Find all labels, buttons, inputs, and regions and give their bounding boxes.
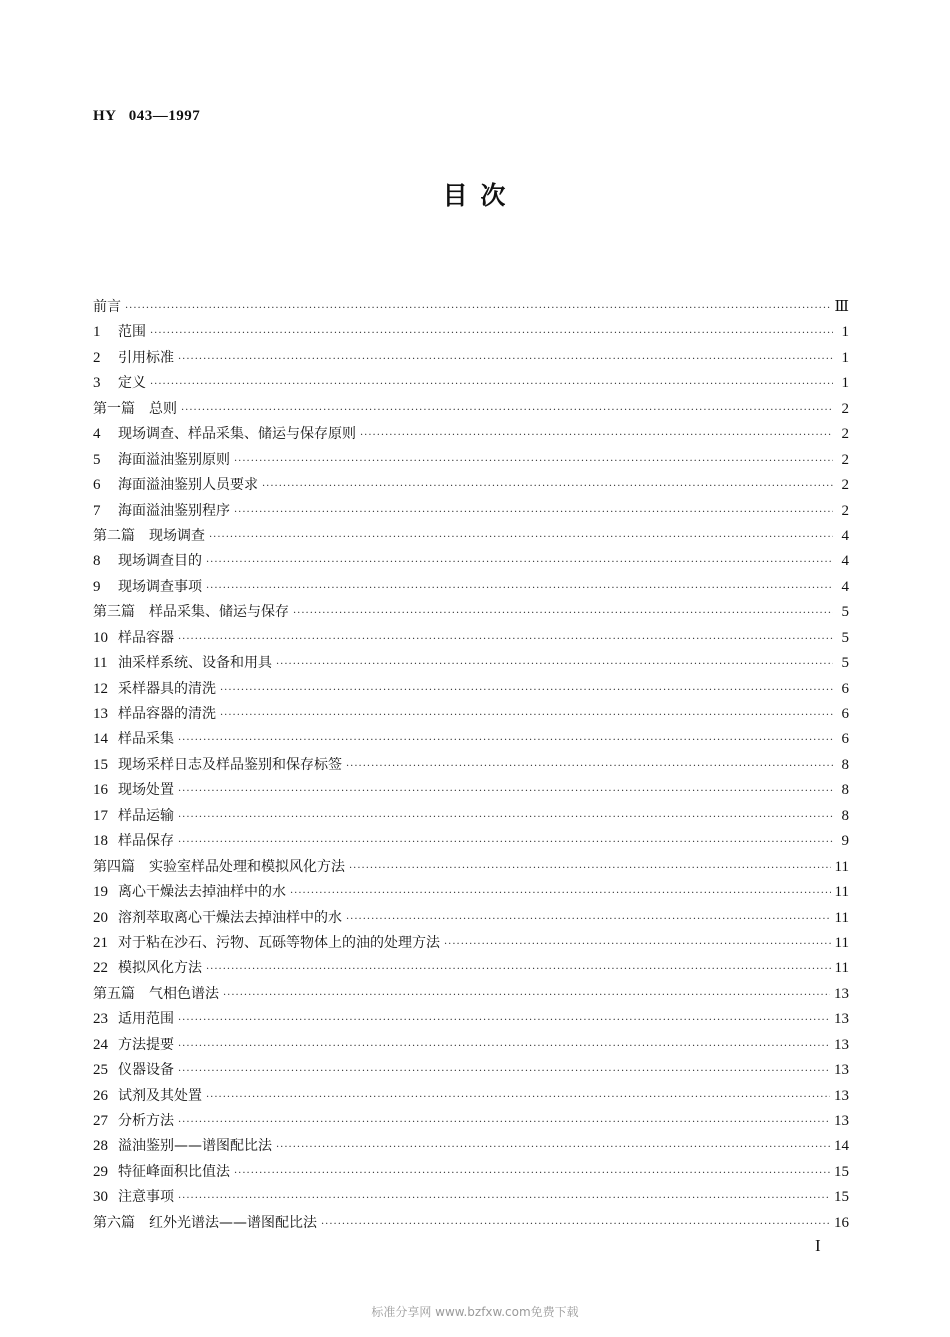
toc-entry-label: 模拟风化方法 — [118, 960, 202, 977]
toc-entry-number: 13 — [93, 706, 108, 722]
toc-entry-page: 16 — [834, 1214, 849, 1231]
toc-dot-leader — [262, 474, 833, 499]
toc-entry-number: 29 — [93, 1163, 108, 1180]
toc-entry[interactable] — [93, 753, 849, 778]
toc-entry[interactable] — [93, 1134, 849, 1159]
toc-dot-leader — [290, 881, 831, 906]
toc-entry-page: 2 — [841, 451, 849, 468]
toc-entry-label: 第六篇 红外光谱法——谱图配比法 — [93, 1214, 317, 1231]
toc-entry[interactable] — [93, 422, 849, 447]
toc-entry[interactable] — [93, 473, 849, 498]
toc-entry[interactable] — [93, 549, 849, 574]
toc-entry[interactable] — [93, 677, 849, 702]
toc-entry-page: 1 — [841, 324, 849, 341]
toc-entry-page: Ⅲ — [834, 299, 849, 315]
toc-entry-page: 2 — [841, 477, 849, 494]
toc-entry-number: 9 — [93, 578, 101, 595]
toc-dot-leader — [178, 1034, 830, 1059]
toc-entry-number: 11 — [93, 655, 108, 672]
toc-entry-number: 25 — [93, 1062, 108, 1079]
toc-entry[interactable] — [93, 982, 849, 1007]
toc-dot-leader — [346, 754, 833, 779]
toc-dot-leader — [223, 983, 830, 1008]
toc-entry-label: 海面溢油鉴别人员要求 — [118, 477, 258, 494]
toc-entry[interactable] — [93, 1211, 849, 1236]
toc-dot-leader — [178, 1110, 830, 1135]
toc-entry-number: 30 — [93, 1189, 108, 1206]
toc-entry-number: 10 — [93, 629, 108, 646]
toc-entry-label: 现场调查目的 — [118, 553, 202, 570]
toc-entry-page: 1 — [841, 375, 849, 392]
toc-entry-label: 对于粘在沙石、污物、瓦砾等物体上的油的处理方法 — [118, 934, 440, 951]
toc-entry[interactable] — [93, 1109, 849, 1134]
toc-entry-page: 4 — [841, 578, 849, 595]
toc-entry[interactable] — [93, 1084, 849, 1109]
toc-entry-page: 11 — [834, 960, 849, 977]
toc-entry-label: 第一篇 总则 — [93, 400, 177, 417]
toc-entry-label: 现场调查事项 — [118, 578, 202, 595]
toc-dot-leader — [444, 932, 831, 957]
toc-entry-label: 方法提要 — [118, 1036, 174, 1053]
toc-entry-page: 11 — [834, 909, 849, 926]
toc-entry-label: 样品采集 — [118, 731, 174, 748]
toc-entry-page: 8 — [841, 782, 849, 799]
toc-entry-label: 海面溢油鉴别原则 — [118, 451, 230, 468]
toc-entry-number: 20 — [93, 909, 108, 926]
toc-entry-page: 1 — [841, 349, 849, 366]
toc-entry-page: 13 — [834, 1062, 849, 1079]
toc-entry-number: 14 — [93, 731, 108, 748]
toc-entry[interactable] — [93, 829, 849, 854]
toc-entry[interactable] — [93, 931, 849, 956]
toc-entry-number: 16 — [93, 782, 108, 799]
toc-dot-leader — [276, 1135, 830, 1160]
toc-entry-page: 4 — [841, 527, 849, 544]
toc-entry-number: 12 — [93, 680, 108, 697]
toc-entry-page: 9 — [841, 833, 849, 850]
toc-entry-label: 样品容器的清洗 — [118, 706, 216, 722]
toc-entry[interactable] — [93, 956, 849, 981]
page-number: I — [815, 1236, 821, 1255]
toc-entry-page: 5 — [841, 655, 849, 672]
toc-entry-page: 2 — [841, 400, 849, 417]
toc-entry-page: 5 — [841, 604, 849, 621]
toc-entry-page: 13 — [834, 985, 849, 1002]
table-of-contents — [93, 295, 849, 1236]
toc-entry-label: 离心干燥法去掉油样中的水 — [118, 884, 286, 901]
toc-entry-number: 1 — [93, 324, 101, 341]
toc-dot-leader — [321, 1212, 830, 1237]
toc-entry-number: 23 — [93, 1011, 108, 1028]
toc-dot-leader — [209, 525, 833, 550]
toc-dot-leader — [206, 1085, 830, 1110]
toc-entry-label: 第二篇 现场调查 — [93, 527, 205, 544]
toc-entry-number: 2 — [93, 349, 101, 366]
toc-dot-leader — [181, 398, 833, 423]
toc-entry-label: 海面溢油鉴别程序 — [118, 502, 230, 519]
standard-code: HY 043—1997 — [93, 108, 201, 124]
toc-entry-number: 28 — [93, 1138, 108, 1155]
toc-entry-label: 样品保存 — [118, 833, 174, 850]
toc-entry-page: 6 — [841, 706, 849, 722]
toc-entry[interactable] — [93, 1185, 849, 1210]
toc-dot-leader — [178, 347, 833, 372]
toc-entry-label: 试剂及其处置 — [118, 1087, 202, 1104]
toc-entry-number: 21 — [93, 934, 108, 951]
toc-entry-page: 4 — [841, 553, 849, 570]
toc-entry-label: 样品运输 — [118, 807, 174, 824]
toc-dot-leader — [293, 601, 833, 626]
toc-entry-page: 2 — [841, 426, 849, 443]
toc-entry[interactable] — [93, 346, 849, 371]
toc-entry[interactable] — [93, 320, 849, 345]
toc-entry[interactable] — [93, 855, 849, 880]
toc-entry[interactable] — [93, 575, 849, 600]
page-title: 目 次 — [442, 181, 508, 210]
toc-entry-page: 11 — [834, 934, 849, 951]
toc-dot-leader — [234, 449, 833, 474]
toc-dot-leader — [125, 296, 831, 321]
toc-entry[interactable] — [93, 295, 849, 320]
toc-entry[interactable] — [93, 1033, 849, 1058]
toc-entry-label: 样品容器 — [118, 629, 174, 646]
toc-entry-number: 22 — [93, 960, 108, 977]
toc-entry[interactable] — [93, 906, 849, 931]
toc-entry-label: 特征峰面积比值法 — [118, 1163, 230, 1180]
toc-entry-page: 5 — [841, 629, 849, 646]
toc-entry-label: 油采样系统、设备和用具 — [118, 655, 272, 672]
toc-entry-number: 8 — [93, 553, 101, 570]
toc-entry-page: 8 — [841, 807, 849, 824]
toc-dot-leader — [276, 652, 833, 677]
toc-entry-page: 6 — [841, 731, 849, 748]
toc-entry-number: 15 — [93, 756, 108, 773]
toc-dot-leader — [178, 1186, 830, 1211]
toc-entry-page: 13 — [834, 1087, 849, 1104]
toc-dot-leader — [346, 907, 831, 932]
toc-dot-leader — [150, 372, 833, 397]
toc-entry-number: 7 — [93, 502, 101, 519]
toc-dot-leader — [360, 423, 833, 448]
toc-entry[interactable] — [93, 778, 849, 803]
toc-entry-label: 前言 — [93, 299, 121, 315]
toc-entry-number: 4 — [93, 426, 101, 443]
toc-dot-leader — [178, 1059, 830, 1084]
toc-entry-page: 13 — [834, 1011, 849, 1028]
toc-entry-number: 3 — [93, 375, 101, 392]
toc-dot-leader — [349, 856, 831, 881]
toc-entry-number: 6 — [93, 477, 101, 494]
toc-entry[interactable] — [93, 651, 849, 676]
toc-entry-label: 现场调查、样品采集、储运与保存原则 — [118, 426, 356, 443]
toc-dot-leader — [178, 627, 833, 652]
toc-entry[interactable] — [93, 880, 849, 905]
toc-entry-number: 18 — [93, 833, 108, 850]
toc-entry[interactable] — [93, 1058, 849, 1083]
toc-entry-page: 6 — [841, 680, 849, 697]
toc-dot-leader — [178, 728, 833, 753]
toc-dot-leader — [220, 678, 833, 703]
toc-entry-page: 15 — [834, 1163, 849, 1180]
toc-entry[interactable] — [93, 1160, 849, 1185]
toc-entry-page: 11 — [834, 884, 849, 901]
toc-entry[interactable] — [93, 727, 849, 752]
toc-entry[interactable] — [93, 1007, 849, 1032]
toc-entry-page: 14 — [834, 1138, 849, 1155]
footer-watermark: 标准分享网 www.bzfxw.com免费下载 — [371, 1305, 579, 1319]
toc-entry[interactable] — [93, 804, 849, 829]
toc-entry-number: 19 — [93, 884, 108, 901]
toc-entry-label: 仪器设备 — [118, 1062, 174, 1079]
toc-entry-label: 引用标准 — [118, 349, 174, 366]
toc-entry-page: 15 — [834, 1189, 849, 1206]
toc-dot-leader — [234, 1161, 830, 1186]
toc-dot-leader — [150, 321, 833, 346]
toc-entry[interactable] — [93, 524, 849, 549]
toc-entry[interactable] — [93, 448, 849, 473]
toc-entry-label: 溢油鉴别——谱图配比法 — [118, 1138, 272, 1155]
toc-dot-leader — [234, 500, 833, 525]
toc-entry[interactable] — [93, 626, 849, 651]
toc-entry-page: 11 — [834, 858, 849, 875]
toc-entry-number: 26 — [93, 1087, 108, 1104]
toc-entry-label: 定义 — [118, 375, 146, 392]
toc-dot-leader — [178, 805, 833, 830]
toc-entry-label: 第三篇 样品采集、储运与保存 — [93, 604, 289, 621]
toc-dot-leader — [220, 703, 833, 728]
toc-entry[interactable] — [93, 600, 849, 625]
toc-entry-label: 第五篇 气相色谱法 — [93, 985, 219, 1002]
toc-entry-label: 适用范围 — [118, 1011, 174, 1028]
toc-entry-page: 2 — [841, 502, 849, 519]
toc-entry-label: 现场处置 — [118, 782, 174, 799]
toc-entry[interactable] — [93, 371, 849, 396]
toc-dot-leader — [178, 779, 833, 804]
toc-entry-number: 5 — [93, 451, 101, 468]
toc-entry-number: 27 — [93, 1113, 108, 1129]
toc-entry[interactable] — [93, 499, 849, 524]
toc-entry-number: 24 — [93, 1036, 108, 1053]
toc-entry-label: 注意事项 — [118, 1189, 174, 1206]
toc-entry-label: 分析方法 — [118, 1113, 174, 1129]
toc-dot-leader — [178, 1008, 830, 1033]
toc-entry[interactable] — [93, 702, 849, 727]
toc-dot-leader — [178, 830, 833, 855]
toc-entry-label: 现场采样日志及样品鉴别和保存标签 — [118, 756, 342, 773]
toc-entry-label: 溶剂萃取离心干燥法去掉油样中的水 — [118, 909, 342, 926]
toc-entry-page: 8 — [841, 756, 849, 773]
toc-dot-leader — [206, 576, 833, 601]
toc-dot-leader — [206, 550, 833, 575]
toc-entry-page: 13 — [834, 1113, 849, 1129]
toc-entry[interactable] — [93, 397, 849, 422]
toc-dot-leader — [206, 957, 831, 982]
toc-entry-label: 采样器具的清洗 — [118, 680, 216, 697]
toc-entry-label: 第四篇 实验室样品处理和模拟风化方法 — [93, 858, 345, 875]
toc-entry-label: 范围 — [118, 324, 146, 341]
toc-entry-page: 13 — [834, 1036, 849, 1053]
toc-entry-number: 17 — [93, 807, 108, 824]
